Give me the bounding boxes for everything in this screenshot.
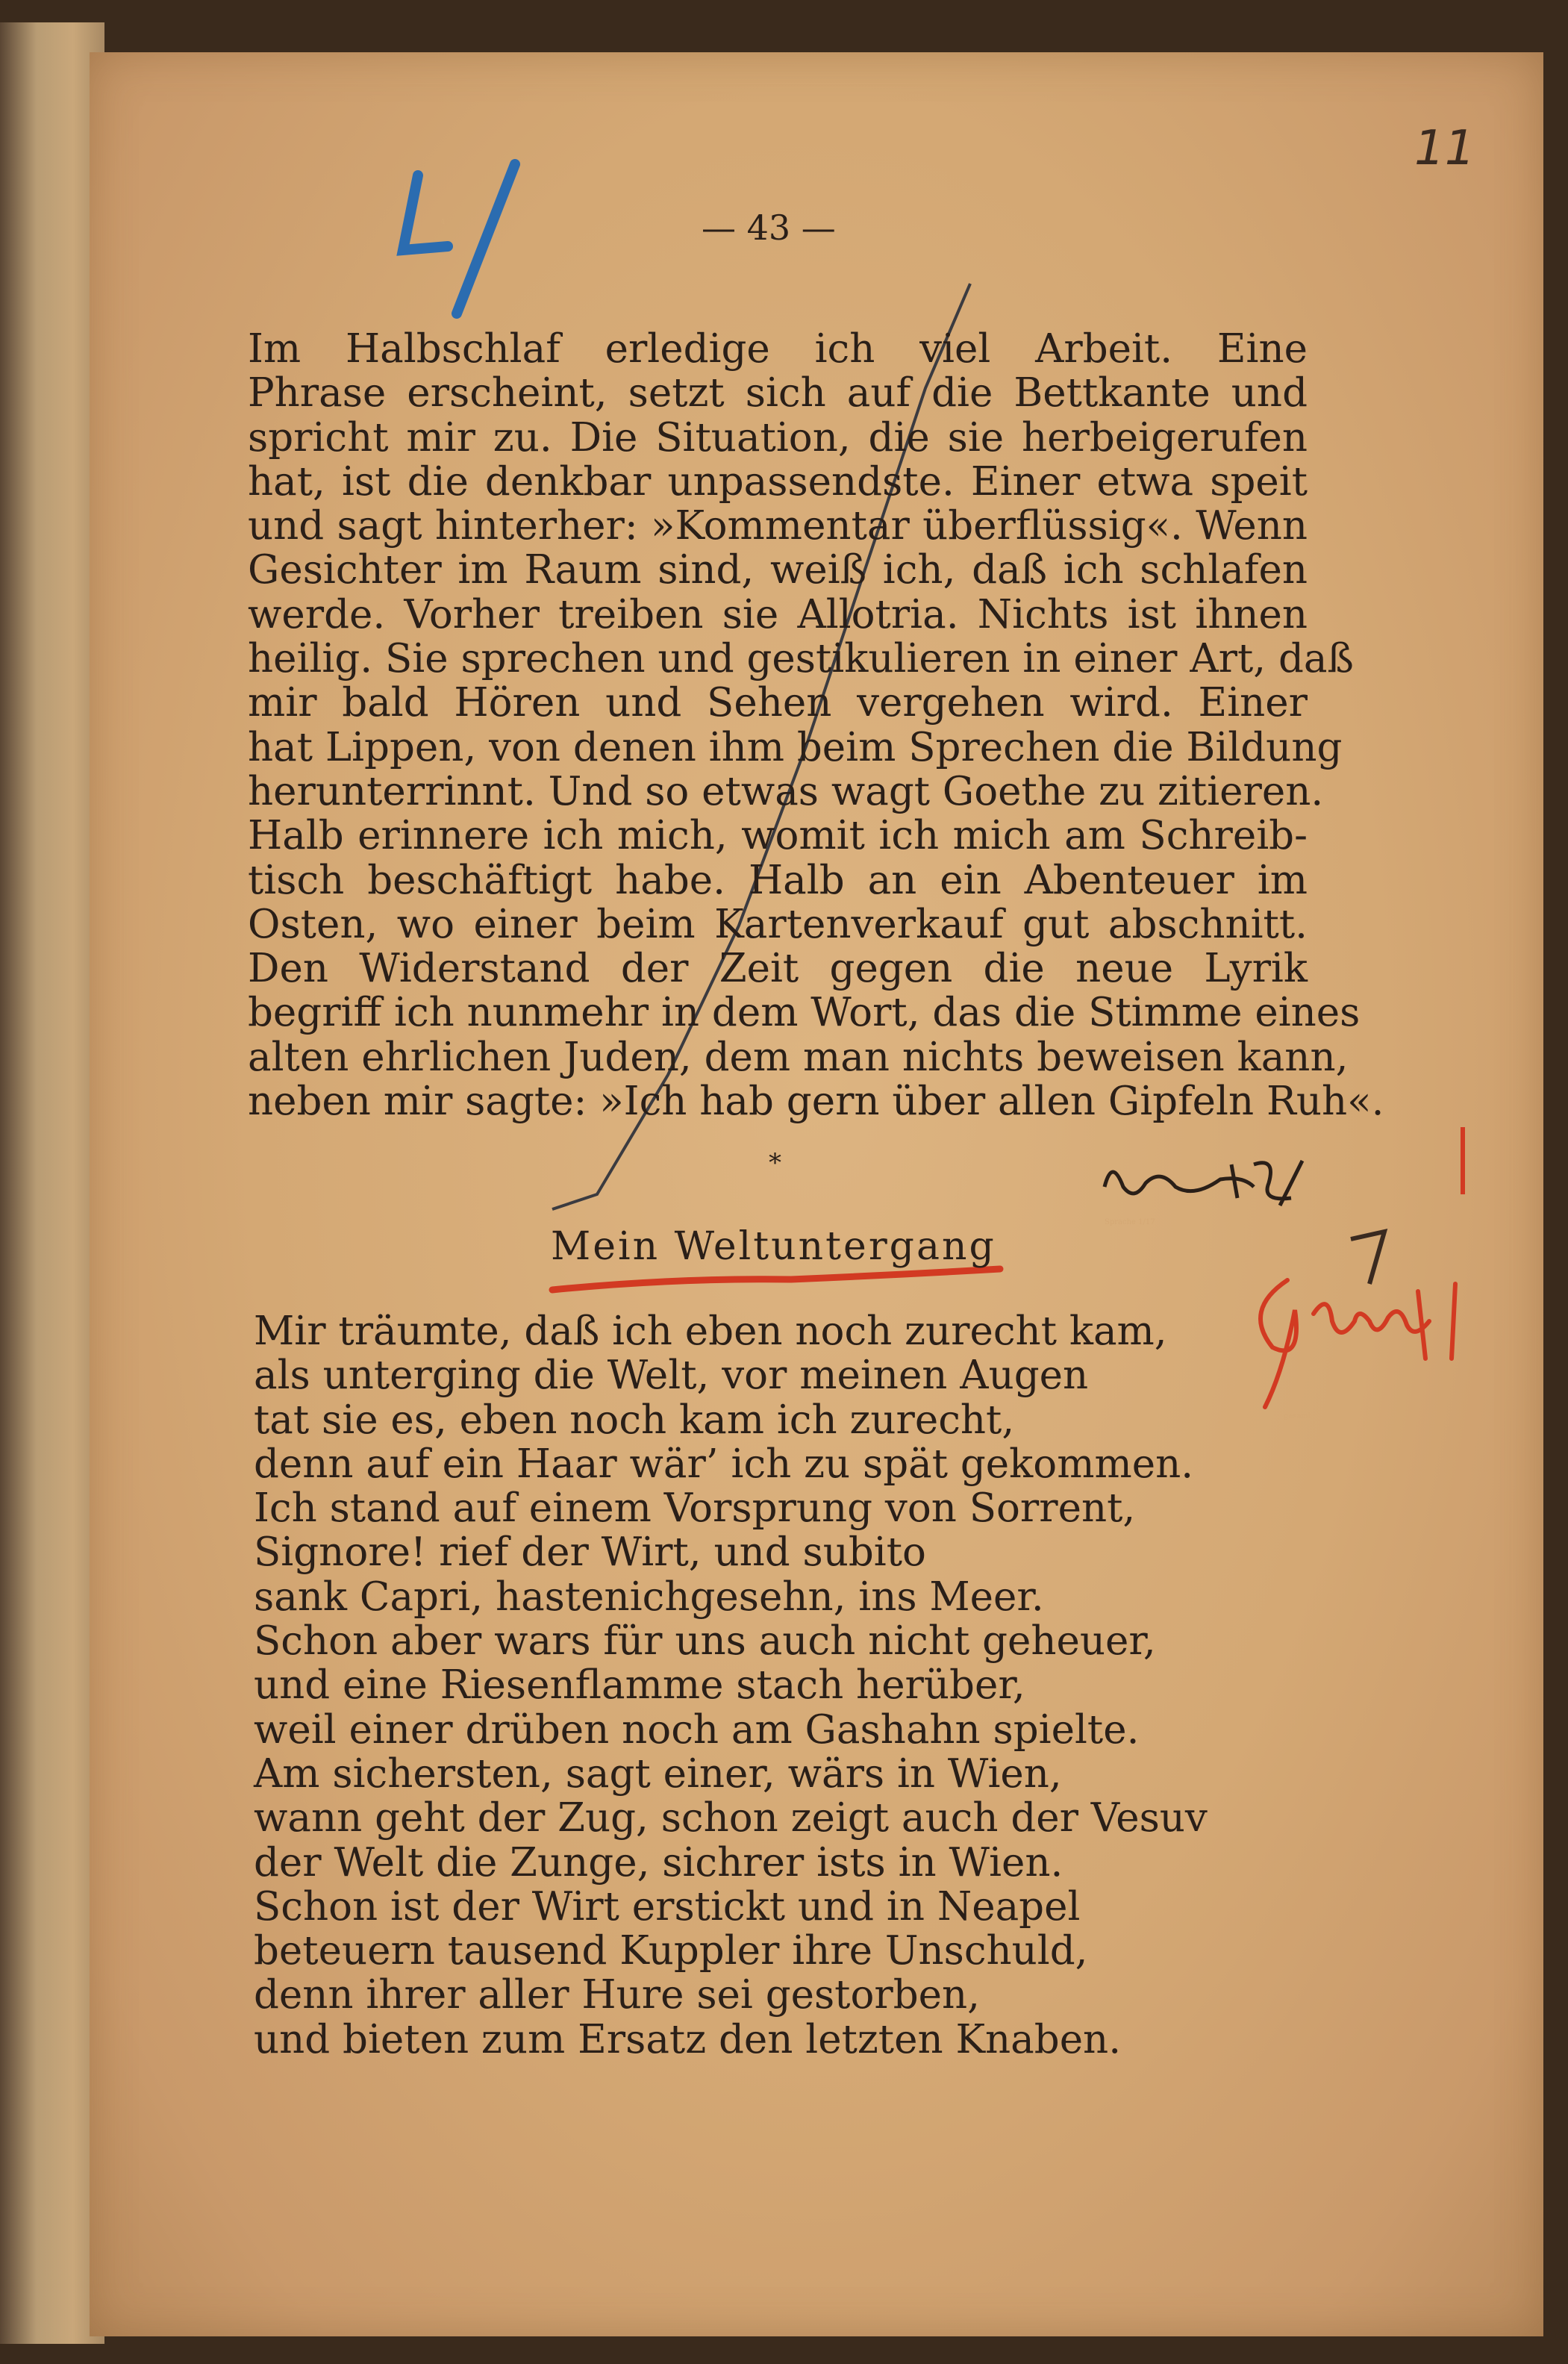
prose-line: werde. Vorher treiben sie Allotria. Nichts ist ihnen [248,591,1308,637]
date-annotation [1105,1161,1302,1226]
page-number: — 43 — [702,208,836,248]
poem-line: sank Capri, hastenichgesehn, ins Meer. [254,1574,1044,1620]
poem-line: Mir träumte, daß ich eben noch zurecht kam, [254,1309,1167,1354]
prose-line: und sagt hinterher: »Kommentar überflüssig«. Wenn [248,503,1308,549]
poem-line: Ich stand auf einem Vorsprung von Sorrent, [254,1485,1136,1532]
poem-line: Schon aber wars für uns auch nicht geheuer, [254,1618,1156,1665]
poem-line: denn ihrer aller Hure sei gestorben, [254,1972,980,2018]
poem-title: Mein Weltuntergang [551,1224,996,1269]
poem-line: der Welt die Zunge, sichrer ists in Wien. [254,1839,1063,1886]
prose-line: neben mir sagte: »Ich hab gern über allen Gipfeln Ruh«. [248,1079,1384,1125]
prose-line: hat Lippen, von denen ihm beim Sprechen die Bildung [248,724,1343,770]
poem-line: und bieten zum Ersatz den letzten Knaben. [254,2016,1122,2062]
poem-line: beteuern tausend Kuppler ihre Unschuld, [254,1928,1088,1974]
prose-line: begriff ich nunmehr in dem Wort, das die Stimme eines [248,990,1361,1036]
poem-line: Am sichersten, sagt einer, wärs in Wien, [254,1750,1062,1797]
poem-body [254,1309,1299,2062]
poem-line: wann geht der Zug, schon zeigt auch der Vesuv [254,1795,1208,1841]
prose-line: Im Halbschlaf erledige ich viel Arbeit. Eine [248,326,1308,372]
prose-line: spricht mir zu. Die Situation, die sie herbeigerufen [248,414,1308,461]
red-note-text: gesamt [1284,1412,1311,1420]
prose-line: alten ehrlichen Juden, dem man nichts beweisen kann, [248,1034,1349,1080]
prose-line: herunterrinnt. Und so etwas wagt Goethe zu zitieren. [248,768,1324,814]
poem-line: weil einer drüben noch am Gashahn spielte. [254,1706,1140,1753]
prose-line: Osten, wo einer beim Kartenverkauf gut abschnitt. [248,901,1308,947]
blue-number-text: 4 [440,218,446,226]
prose-line: heilig. Sie sprechen und gestikulieren in einer Art, daß [248,636,1354,682]
title-red-underline [552,1269,1000,1290]
blue-handwritten-number [403,164,515,314]
prose-line: Gesichter im Raum sind, weiß ich, daß ich schlafen [248,547,1308,593]
corner-page-number: 11 [1414,121,1475,176]
bracket-mark [1351,1232,1384,1284]
prose-paragraph [248,326,1384,1125]
prose-line: mir bald Hören und Sehen vergehen wird. Einer [248,680,1308,726]
poem-line: Signore! rief der Wirt, und subito [254,1529,926,1576]
date-annotation-text: Sprache 1/17 [1105,1218,1155,1226]
poem-line: Schon ist der Wirt erstickt und in Neapel [254,1883,1081,1930]
poem-line: denn auf ein Haar wär’ ich zu spät gekommen. [254,1441,1194,1487]
poem-line: und eine Riesenflamme stach herüber, [254,1662,1025,1709]
poem-line: als unterging die Welt, vor meinen Augen [254,1353,1089,1399]
prose-line: Phrase erscheint, setzt sich auf die Bettkante und [248,370,1308,417]
prose-line: Halb erinnere ich mich, womit ich mich am Schreib- [248,813,1308,859]
prose-line: Den Widerstand der Zeit gegen die neue Lyrik [248,946,1308,992]
poem-line: tat sie es, eben noch kam ich zurecht, [254,1397,1015,1443]
section-separator: * [769,1148,781,1178]
prose-line: hat, ist die denkbar unpassendste. Einer etwa speit [248,458,1308,505]
prose-line: tisch beschäftigt habe. Halb an ein Abenteuer im [248,857,1308,903]
